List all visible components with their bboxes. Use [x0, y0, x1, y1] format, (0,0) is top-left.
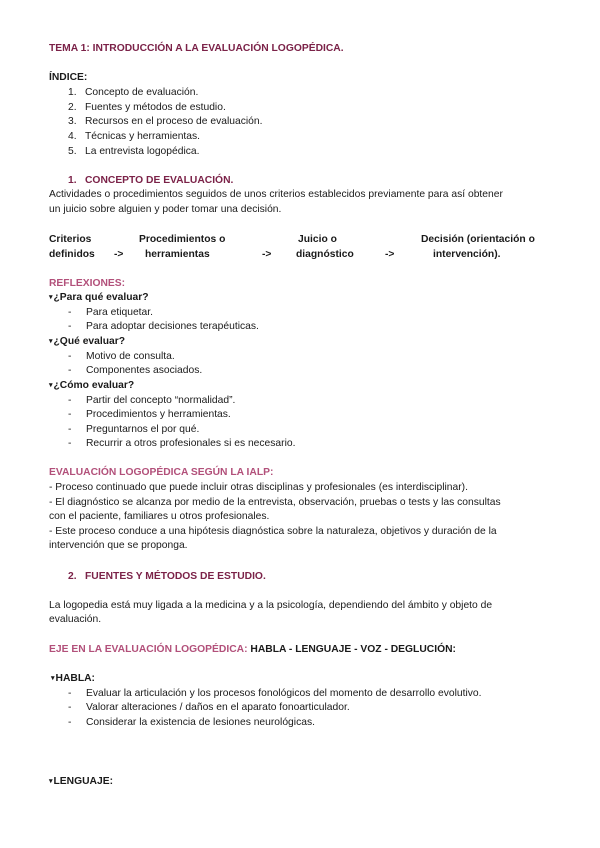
habla-toggle[interactable]: ▾HABLA: — [51, 673, 95, 684]
reflexiones-heading: REFLEXIONES: — [49, 278, 126, 289]
flow-step-procedimientos-2: herramientas — [145, 249, 210, 260]
index-item: 1. Concepto de evaluación. — [68, 87, 199, 98]
flow-step-criterios: Criterios — [49, 234, 92, 245]
chevron-down-icon: ▾ — [51, 675, 55, 682]
list-item: - Partir del concepto “normalidad”. — [68, 395, 236, 406]
list-item: - Preguntarnos el por qué. — [68, 424, 200, 435]
list-item: - Para etiquetar. — [68, 307, 153, 318]
list-item: - Recurrir a otros profesionales si es necesario. — [68, 438, 296, 449]
flow-step-juicio: Juicio o — [298, 234, 337, 245]
section1-text-line2: un juicio sobre alguien y poder tomar una decisión. — [49, 204, 282, 215]
flow-step-procedimientos: Procedimientos o — [139, 234, 226, 245]
index-item: 3. Recursos en el proceso de evaluación. — [68, 116, 263, 127]
flow-step-decision-2: intervención). — [433, 249, 501, 260]
reflexiones-question-toggle[interactable]: ▾¿Cómo evaluar? — [49, 380, 135, 391]
chevron-down-icon: ▾ — [49, 778, 53, 785]
chevron-down-icon: ▾ — [49, 338, 53, 345]
flow-step-juicio-2: diagnóstico — [296, 249, 354, 260]
reflexiones-question-toggle[interactable]: ▾¿Qué evaluar? — [49, 336, 126, 347]
ialp-text-line: - Este proceso conduce a una hipótesis diagnóstica sobre la naturaleza, objetivos y duración de la — [49, 526, 497, 537]
list-item: - Para adoptar decisiones terapéuticas. — [68, 321, 259, 332]
ialp-text-line: - Proceso continuado que puede incluir otras disciplinas y profesionales (es interdisciplinar). — [49, 482, 468, 493]
ialp-text-line: con el paciente, familiares u otros profesionales. — [49, 511, 270, 522]
reflexiones-question-toggle[interactable]: ▾¿Para qué evaluar? — [49, 292, 149, 303]
list-item: - Considerar la existencia de lesiones neurológicas. — [68, 717, 315, 728]
list-item: - Evaluar la articulación y los procesos fonológicos del momento de desarrollo evolutivo. — [68, 688, 482, 699]
flow-arrow: -> — [114, 249, 124, 260]
index-item: 2. Fuentes y métodos de estudio. — [68, 102, 226, 113]
list-item: - Motivo de consulta. — [68, 351, 175, 362]
flow-arrow: -> — [385, 249, 395, 260]
index-heading: ÍNDICE: — [49, 72, 88, 83]
ialp-text-line: intervención que se proponga. — [49, 540, 188, 551]
flow-step-decision: Decisión (orientación o — [421, 234, 535, 245]
chevron-down-icon: ▾ — [49, 382, 53, 389]
chevron-down-icon: ▾ — [49, 294, 53, 301]
list-item: - Procedimientos y herramientas. — [68, 409, 231, 420]
list-item: - Valorar alteraciones / daños en el aparato fonoarticulador. — [68, 702, 350, 713]
flow-arrow: -> — [262, 249, 272, 260]
document-title: TEMA 1: INTRODUCCIÓN A LA EVALUACIÓN LOGOPÉDICA. — [49, 43, 344, 54]
eje-heading: EJE EN LA EVALUACIÓN LOGOPÉDICA: HABLA - LENGUAJE - VOZ - DEGLUCIÓN: — [49, 644, 456, 655]
ialp-heading: EVALUACIÓN LOGOPÉDICA SEGÚN LA IALP: — [49, 467, 274, 478]
section1-heading: 1. CONCEPTO DE EVALUACIÓN. — [68, 175, 234, 186]
lenguaje-toggle[interactable]: ▾LENGUAJE: — [49, 776, 114, 787]
section2-text-line2: evaluación. — [49, 614, 102, 625]
section1-text-line1: Actividades o procedimientos seguidos de unos criterios establecidos previamente para así obtener — [49, 189, 503, 200]
index-item: 4. Técnicas y herramientas. — [68, 131, 201, 142]
section2-text-line1: La logopedia está muy ligada a la medicina y a la psicología, dependiendo del ámbito y objeto de — [49, 600, 493, 611]
list-item: - Componentes asociados. — [68, 365, 203, 376]
section2-heading: 2. FUENTES Y MÉTODOS DE ESTUDIO. — [68, 571, 266, 582]
ialp-text-line: - El diagnóstico se alcanza por medio de la entrevista, observación, pruebas o tests y las consultas — [49, 497, 501, 508]
index-item: 5. La entrevista logopédica. — [68, 146, 200, 157]
flow-step-criterios-2: definidos — [49, 249, 95, 260]
